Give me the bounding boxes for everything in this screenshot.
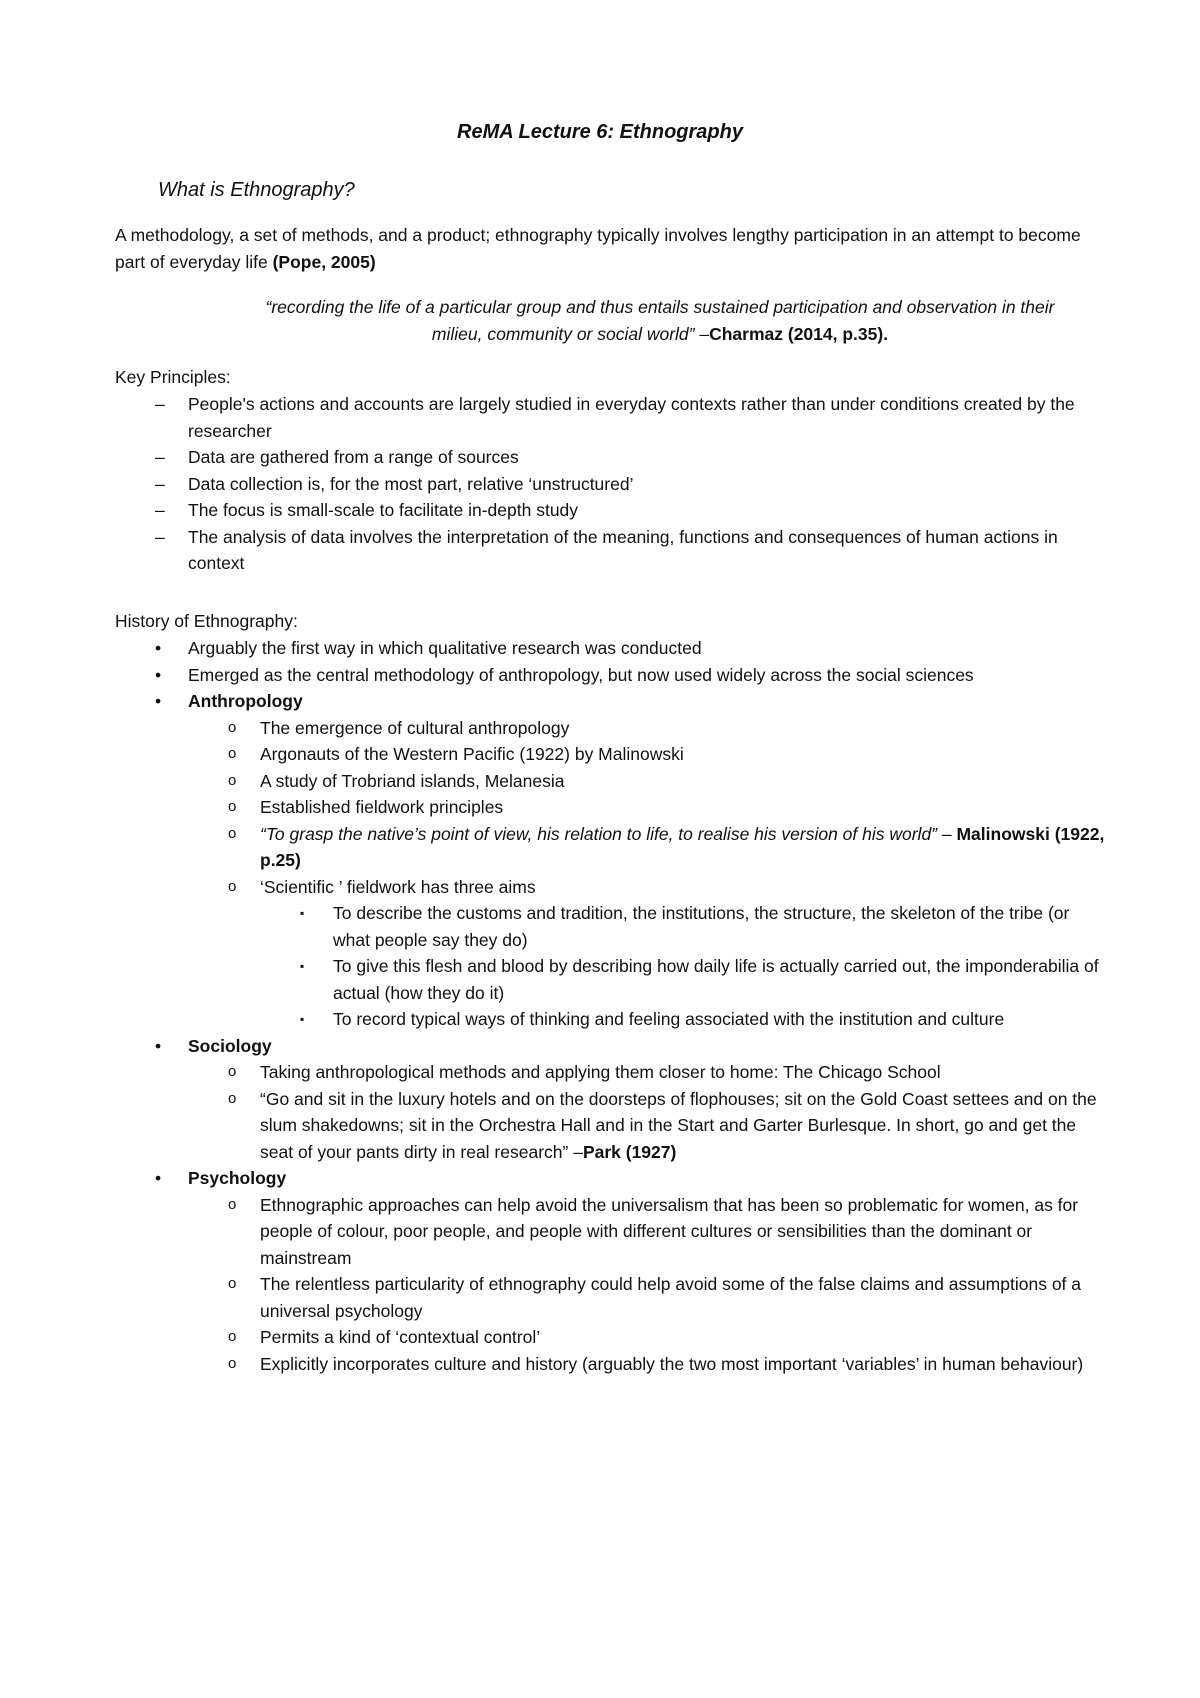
- list-item: [115, 874, 1105, 901]
- sociology-heading-item: [115, 1033, 1105, 1060]
- sub-bullet-marker: o: [228, 1089, 237, 1107]
- list-item: [115, 1271, 1105, 1324]
- list-item: [115, 1324, 1105, 1351]
- list-item-text: The emergence of cultural anthropology: [260, 717, 570, 738]
- list-item-text: The relentless particularity of ethnography could help avoid some of the false claims and assumptions of a universal psychology: [260, 1274, 1082, 1321]
- list-item: [115, 391, 1105, 444]
- anthropology-heading: Anthropology: [188, 691, 303, 711]
- bullet-marker: •: [155, 1035, 162, 1056]
- list-item: [115, 662, 1105, 689]
- list-item: [115, 497, 1105, 524]
- sub-bullet-marker: o: [228, 1275, 237, 1292]
- sub-bullet-marker: o: [228, 798, 237, 815]
- list-item-text: Established fieldwork principles: [260, 797, 504, 817]
- list-item-text: To describe the customs and tradition, the institutions, the structure, the skeleton of the tribe (or what people say they do): [333, 903, 1070, 950]
- history-list: [115, 635, 1105, 1377]
- block-quote: [260, 294, 1060, 347]
- list-item-text: A study of Trobriand islands, Melanesia: [260, 770, 565, 791]
- sociology-heading: Sociology: [188, 1035, 272, 1056]
- list-item-text: Emerged as the central methodology of anthropology, but now used widely across the social sciences: [188, 664, 974, 685]
- quote-attribution: Charmaz (2014, p.35).: [709, 323, 889, 344]
- section-heading: What is Ethnography?: [158, 179, 355, 201]
- list-item: [115, 1059, 1105, 1086]
- sub-bullet-marker: o: [228, 1354, 237, 1372]
- sub-bullet-marker: o: [228, 877, 237, 895]
- list-item-text: Data collection is, for the most part, relative ‘unstructured’: [188, 473, 634, 494]
- square-bullet-marker: ▪: [300, 959, 305, 973]
- bullet-marker: •: [155, 664, 162, 685]
- intro-paragraph: [115, 222, 1090, 275]
- list-item: [115, 715, 1105, 742]
- list-item-text: People's actions and accounts are largely studied in everyday contexts rather than under conditions created by the researcher: [188, 394, 1075, 441]
- list-item-text: To record typical ways of thinking and feeling associated with the institution and culture: [333, 1009, 1005, 1029]
- list-item-text: Argonauts of the Western Pacific (1922) by Malinowski: [260, 744, 684, 764]
- key-principles-label: Key Principles:: [115, 367, 231, 387]
- list-item-text: Ethnographic approaches can help avoid the universalism that has been so problematic for women, as for people of colour, poor people, and people with different cultures or sensibilities than the dominant or mainstream: [260, 1194, 1079, 1268]
- list-item: [115, 953, 1105, 1006]
- sub-bullet-marker: o: [228, 1063, 237, 1080]
- list-item: [115, 524, 1105, 577]
- list-item-text: Permits a kind of ‘contextual control’: [260, 1327, 541, 1347]
- sub-bullet-marker: o: [228, 771, 237, 789]
- sub-bullet-marker: o: [228, 1195, 237, 1213]
- list-item: [115, 821, 1105, 874]
- list-item-text: Taking anthropological methods and applying them closer to home: The Chicago School: [260, 1062, 941, 1082]
- square-bullet-marker: ▪: [300, 906, 305, 920]
- malinowski-quote: “To grasp the native’s point of view, his relation to life, to realise his version of his world”: [260, 823, 938, 844]
- psychology-heading-item: [115, 1165, 1105, 1192]
- list-item-text: Arguably the first way in which qualitative research was conducted: [188, 638, 702, 658]
- list-item: [115, 1006, 1105, 1033]
- intro-text: A methodology, a set of methods, and a product; ethnography typically involves lengthy participation in an attempt to become part of everyday life: [115, 225, 1081, 272]
- list-item: [115, 741, 1105, 768]
- park-quote: “Go and sit in the luxury hotels and on the doorsteps of flophouses; sit on the Gold Coast settees and on the slum shakedowns; sit in the Orchestra Hall and in the Start and Garter Burlesque. In short, go and get the seat of your pants dirty in real research” –: [260, 1088, 1097, 1162]
- bullet-marker: •: [155, 1168, 162, 1188]
- list-item: [115, 1351, 1105, 1378]
- list-item-text: To give this flesh and blood by describing how daily life is actually carried out, the imponderabilia of actual (how they do it): [333, 956, 1099, 1003]
- sub-bullet-marker: o: [228, 718, 237, 736]
- list-item-text: The focus is small-scale to facilitate in-depth study: [188, 500, 579, 520]
- park-attribution: Park (1927): [582, 1141, 677, 1162]
- list-item: [115, 768, 1105, 795]
- anthropology-heading-item: [115, 688, 1105, 715]
- list-item: [115, 635, 1105, 662]
- sub-bullet-marker: o: [228, 824, 237, 842]
- list-item: [115, 444, 1105, 471]
- dash-marker: –: [155, 473, 165, 494]
- sub-bullet-marker: o: [228, 1328, 237, 1345]
- document-title: ReMA Lecture 6: Ethnography: [457, 121, 743, 143]
- list-item-text: Explicitly incorporates culture and history (arguably the two most important ‘variables’ in human behaviour): [260, 1353, 1084, 1374]
- intro-citation: (Pope, 2005): [272, 251, 376, 272]
- list-item: [115, 471, 1105, 498]
- list-item-text: The analysis of data involves the interpretation of the meaning, functions and consequences of human actions in context: [188, 526, 1058, 573]
- dash-marker: –: [155, 500, 165, 520]
- list-item-text: Data are gathered from a range of sources: [188, 447, 519, 467]
- list-item: [115, 900, 1105, 953]
- list-item: [115, 794, 1105, 821]
- malinowski-attribution: Malinowski (1922, p.25): [260, 823, 1105, 870]
- dash-marker: –: [155, 526, 165, 547]
- psychology-heading: Psychology: [188, 1168, 287, 1188]
- key-principles-list: [115, 391, 1105, 577]
- bullet-marker: •: [155, 638, 162, 658]
- list-item-text: ‘Scientific ’ fieldwork has three aims: [260, 876, 536, 897]
- dash-marker: –: [155, 447, 165, 467]
- list-item: [115, 1192, 1105, 1272]
- history-label: History of Ethnography:: [115, 611, 298, 631]
- quote-dash: –: [937, 823, 957, 844]
- quote-text: “recording the life of a particular group and thus entails sustained participation and observation in their milieu, community or social world” –: [265, 297, 1055, 344]
- dash-marker: –: [155, 394, 165, 414]
- list-item: [115, 1086, 1105, 1166]
- bullet-marker: •: [155, 691, 162, 711]
- square-bullet-marker: ▪: [300, 1012, 305, 1026]
- sub-bullet-marker: o: [228, 745, 237, 762]
